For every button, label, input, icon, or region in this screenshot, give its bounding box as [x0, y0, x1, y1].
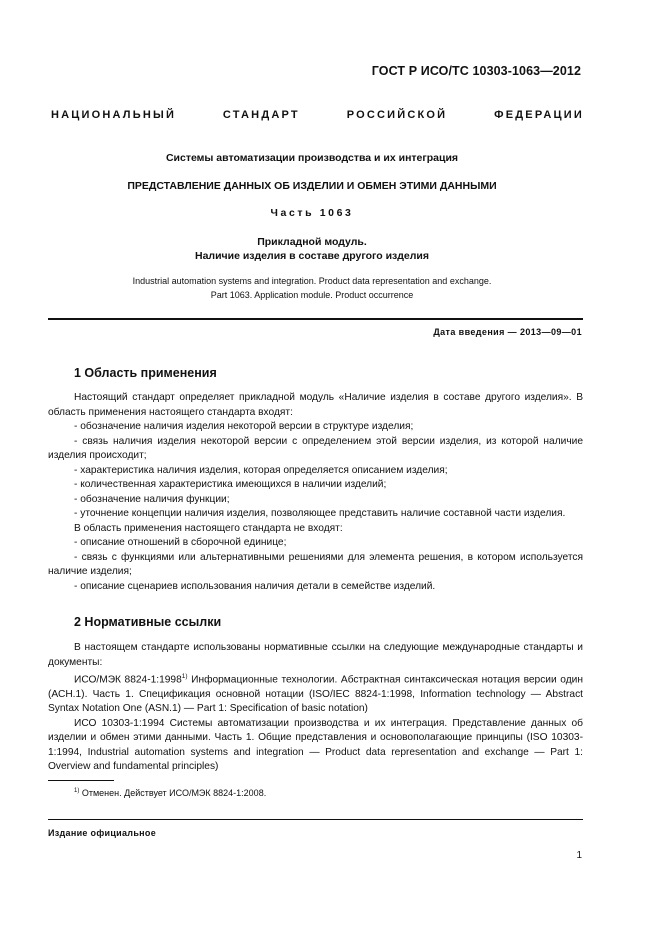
footnote [74, 788, 266, 798]
section2-heading: 2 Нормативные ссылки [74, 615, 222, 629]
edition-label: Издание официальное [48, 828, 157, 838]
list-item: - связь наличия изделия некоторой версии с определением этой версии изделия, из которой наличие изделия происходит; [48, 435, 583, 461]
list-item: - обозначение наличия изделия некоторой версии в структуре изделия; [74, 421, 414, 432]
list-item: - описание отношений в сборочной единице; [74, 537, 287, 548]
introduction-date: Дата введения — 2013—09—01 [433, 327, 582, 337]
footer-rule [48, 819, 583, 820]
paragraph: В область применения настоящего стандарта не входят: [74, 522, 343, 534]
title-english [48, 275, 576, 302]
list-item: - количественная характеристика имеющихся в наличии изделий; [74, 479, 387, 490]
document-code: ГОСТ Р ИСО/ТС 10303-1063—2012 [371, 64, 581, 78]
title-module [48, 235, 576, 263]
list-item: - уточнение концепции наличия изделия, позволяющее представить наличие составной части изделия. [74, 508, 566, 519]
title-module-line2: Наличие изделия в составе другого изделия [194, 250, 429, 262]
paragraph: Настоящий стандарт определяет прикладной модуль «Наличие изделия в составе другого изделия». В область применения настоящего стандарта входят: [48, 392, 583, 418]
section1-body [48, 391, 583, 594]
title-english-line2: Part 1063. Application module. Product occurrence [210, 289, 414, 300]
paragraph: В настоящем стандарте использованы нормативные ссылки на следующие международные стандарты и документы: [48, 642, 583, 668]
title-part [48, 207, 576, 219]
reference-text: Информационные технологии. Абстрактная синтаксическая нотация версии один (АСН.1). Часть 1. Спецификация основной нотации (ISO/IEC 8824-1:1998, Information technology — Abstract Syntax Notation One (ASN.1) — Part 1: Specification of basic notation) [48, 674, 583, 715]
title-main: ПРЕДСТАВЛЕНИЕ ДАННЫХ ОБ ИЗДЕЛИИ И ОБМЕН ЭТИМИ ДАННЫМИ [127, 180, 497, 192]
national-standard-banner: НАЦИОНАЛЬНЫЙ СТАНДАРТ РОССИЙСКОЙ ФЕДЕРАЦИИ [51, 109, 584, 121]
title-english-line1: Industrial automation systems and integration. Product data representation and exchange. [132, 276, 492, 286]
section1-heading: 1 Область применения [74, 366, 217, 380]
header-rule [48, 318, 583, 320]
list-item: - характеристика наличия изделия, которая определяется описанием изделия; [74, 464, 448, 476]
section2-body [48, 641, 583, 775]
title-series: Системы автоматизации производства и их интеграция [165, 152, 459, 164]
footnote-mark: 1) [74, 788, 80, 794]
footnote-ref[interactable]: 1) [181, 673, 188, 680]
reference-item [48, 670, 583, 717]
title-module-line1: Прикладной модуль. [257, 236, 367, 248]
reference-code: ИСО/МЭК 8824-1:1998 [74, 674, 182, 686]
list-item: - описание сценариев использования наличия детали в семействе изделий. [74, 580, 436, 592]
page-number: 1 [576, 850, 582, 861]
title-part-text: Часть 1063 [270, 207, 354, 219]
reference-item: ИСО 10303-1:1994 Системы автоматизации производства и их интеграция. Представление данных об изделии и обмен этими данными. Часть 1. Общие представления и основополагающие принципы (ISO 10303-1:1994, Industrial automation systems and integration — Product data representation and exchange — Part 1: Overview and fundamental principles) [48, 717, 583, 773]
footnote-text: Отменен. Действует ИСО/МЭК 8824-1:2008. [79, 788, 267, 798]
list-item: - обозначение наличия функции; [74, 493, 230, 505]
list-item: - связь с функциями или альтернативными решениями для элемента решения, в котором используется наличие изделия; [48, 551, 583, 577]
footnote-rule [48, 780, 114, 781]
